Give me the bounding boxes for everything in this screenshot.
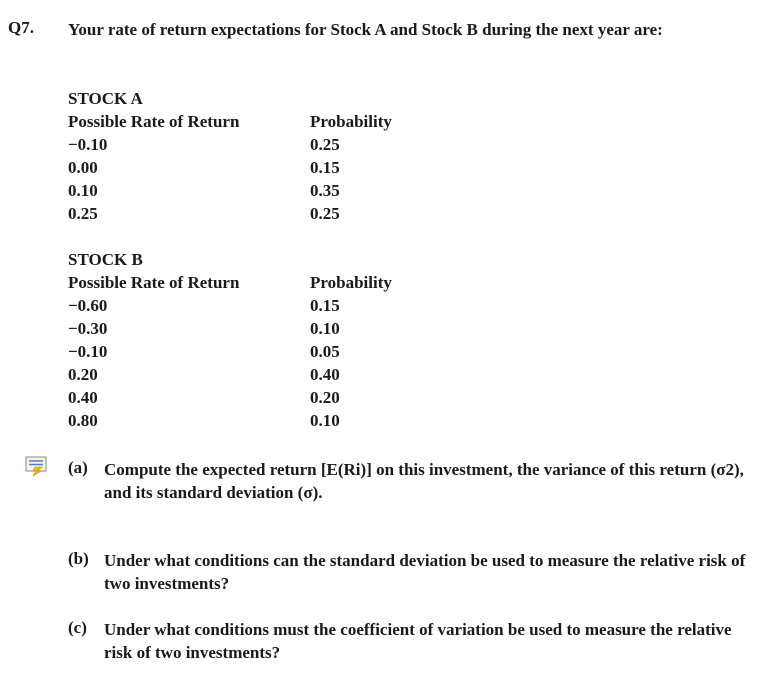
part-a-text: Compute the expected return [E(Ri)] on this investment, the variance of this return (σ2), and its standard deviation (σ).: [104, 460, 744, 502]
stock-b-prob-cell: 0.10: [310, 319, 340, 338]
stock-b-prob-header: Probability: [310, 273, 392, 292]
part-a-label: (a): [68, 458, 88, 477]
stock-b-prob-cell: 0.15: [310, 296, 340, 315]
part-b-text: Under what conditions can the standard deviation be used to measure the relative risk of two investments?: [104, 551, 746, 593]
stock-a-rate-cell: 0.25: [68, 204, 98, 223]
stock-a-prob-cell: 0.35: [310, 181, 340, 200]
note-icon[interactable]: [25, 456, 47, 476]
stock-b-rate-cell: −0.10: [68, 342, 108, 361]
stock-b-prob-cell: 0.05: [310, 342, 340, 361]
stock-b-rate-cell: 0.80: [68, 411, 98, 430]
question-number: Q7.: [8, 18, 34, 37]
note-icon-graphic: [25, 456, 47, 476]
stock-b-rate-cell: 0.40: [68, 388, 98, 407]
stock-a-rate-header: Possible Rate of Return: [68, 112, 240, 131]
stock-a-rate-cell: 0.00: [68, 158, 98, 177]
part-c-label: (c): [68, 618, 87, 637]
stock-b-prob-cell: 0.40: [310, 365, 340, 384]
stock-a-prob-cell: 0.25: [310, 135, 340, 154]
stock-a-prob-cell: 0.25: [310, 204, 340, 223]
stock-b-prob-cell: 0.10: [310, 411, 340, 430]
stock-b-title: STOCK B: [68, 250, 143, 269]
stock-a-title: STOCK A: [68, 89, 143, 108]
stock-b-rate-cell: 0.20: [68, 365, 98, 384]
stock-a-prob-cell: 0.15: [310, 158, 340, 177]
stock-b-rate-cell: −0.30: [68, 319, 108, 338]
part-b-label: (b): [68, 549, 89, 568]
part-c-text: Under what conditions must the coefficient of variation be used to measure the relative risk of two investments?: [104, 620, 732, 662]
stock-b-rate-header: Possible Rate of Return: [68, 273, 240, 292]
stock-b-rate-cell: −0.60: [68, 296, 108, 315]
question-intro: Your rate of return expectations for Stock A and Stock B during the next year are:: [68, 20, 663, 39]
stock-a-rate-cell: −0.10: [68, 135, 108, 154]
stock-a-prob-header: Probability: [310, 112, 392, 131]
stock-a-rate-cell: 0.10: [68, 181, 98, 200]
stock-b-prob-cell: 0.20: [310, 388, 340, 407]
